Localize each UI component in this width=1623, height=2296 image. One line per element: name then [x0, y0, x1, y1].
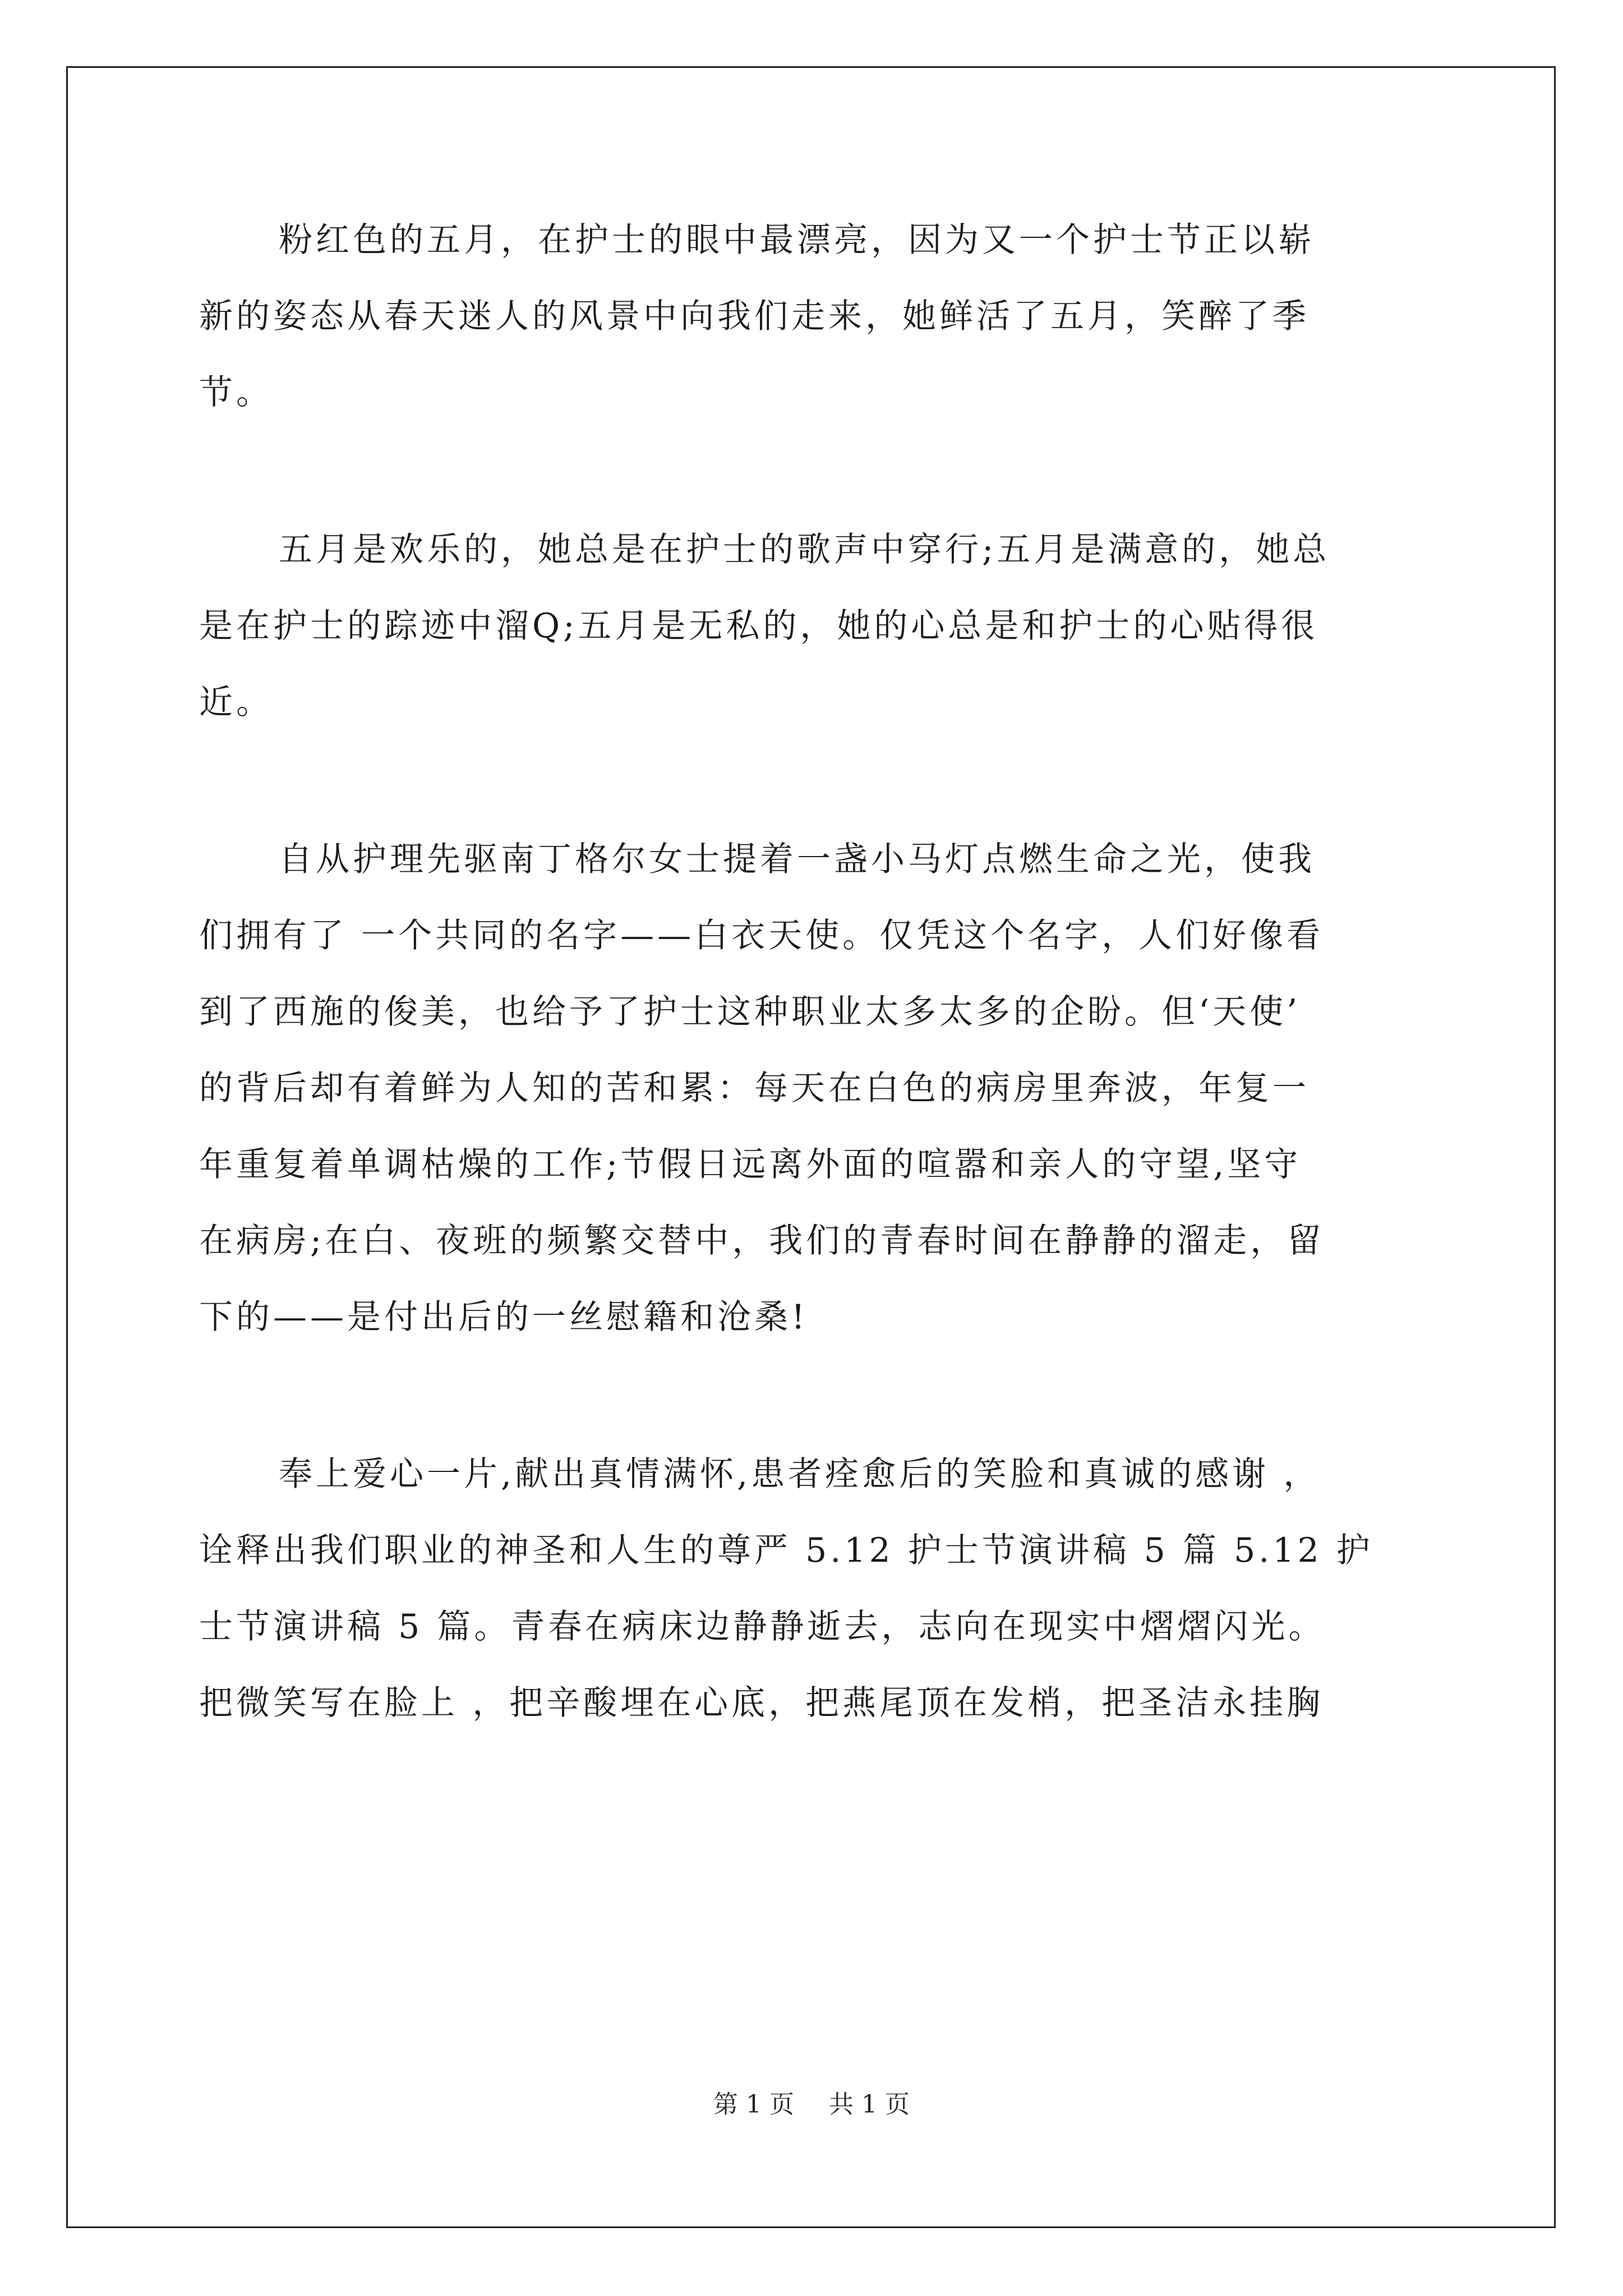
text-line: 是在护士的踪迹中溜Q;五月是无私的，她的心总是和护士的心贴得很 [199, 606, 1318, 646]
paragraph-gap [199, 740, 1433, 821]
text-line: 节。 [199, 373, 273, 412]
text-line: 近。 [199, 683, 273, 722]
document-body [199, 202, 1433, 1741]
text-line: 下的——是付出后的一丝慰籍和沧桑! [199, 1297, 809, 1337]
text-line: 诠释出我们职业的神圣和人生的尊严 5.12 护士节演讲稿 5 篇 5.12 护 [199, 1531, 1373, 1570]
paragraph-gap [199, 1355, 1433, 1436]
text-line: 在病房;在白、夜班的频繁交替中，我们的青春时间在静静的溜走，留 [199, 1221, 1325, 1260]
text-line: 把微笑写在脸上 ，把辛酸埋在心底，把燕尾顶在发梢，把圣洁永挂胸 [199, 1683, 1324, 1723]
page-total: 共 1 页 [829, 2090, 910, 2119]
text-line: 自从护理先驱南丁格尔女士提着一盏小马灯点燃生命之光，使我 [279, 840, 1315, 879]
text-line: 五月是欢乐的，她总是在护士的歌声中穿行;五月是满意的，她总 [279, 530, 1330, 569]
text-line: 士节演讲稿 5 篇。青春在病床边静静逝去，志向在现实中熠熠闪光。 [199, 1607, 1326, 1646]
text-line: 的背后却有着鲜为人知的苦和累：每天在白色的病房里奔波，年复一 [199, 1069, 1310, 1108]
paragraph [199, 202, 1433, 431]
page-number: 第 1 页 [713, 2090, 794, 2119]
page-footer [0, 2088, 1623, 2122]
paragraph [199, 1436, 1433, 1741]
paragraph [199, 821, 1433, 1355]
paragraph [199, 512, 1433, 740]
text-line: 粉红色的五月，在护士的眼中最漂亮，因为又一个护士节正以崭 [279, 220, 1315, 260]
paragraph-gap [199, 431, 1433, 512]
text-line: 们拥有了 一个共同的名字——白衣天使。仅凭这个名字，人们好像看 [199, 916, 1324, 955]
text-line: 新的姿态从春天迷人的风景中向我们走来，她鲜活了五月，笑醉了季 [199, 297, 1310, 336]
text-line: 年重复着单调枯燥的工作;节假日远离外面的喧嚣和亲人的守望,坚守 [199, 1145, 1302, 1184]
text-line: 奉上爱心一片,献出真情满怀,患者痊愈后的笑脸和真诚的感谢 ， [279, 1455, 1321, 1494]
text-line: 到了西施的俊美，也给予了护士这种职业太多太多的企盼。但‘天使’ [199, 992, 1301, 1032]
